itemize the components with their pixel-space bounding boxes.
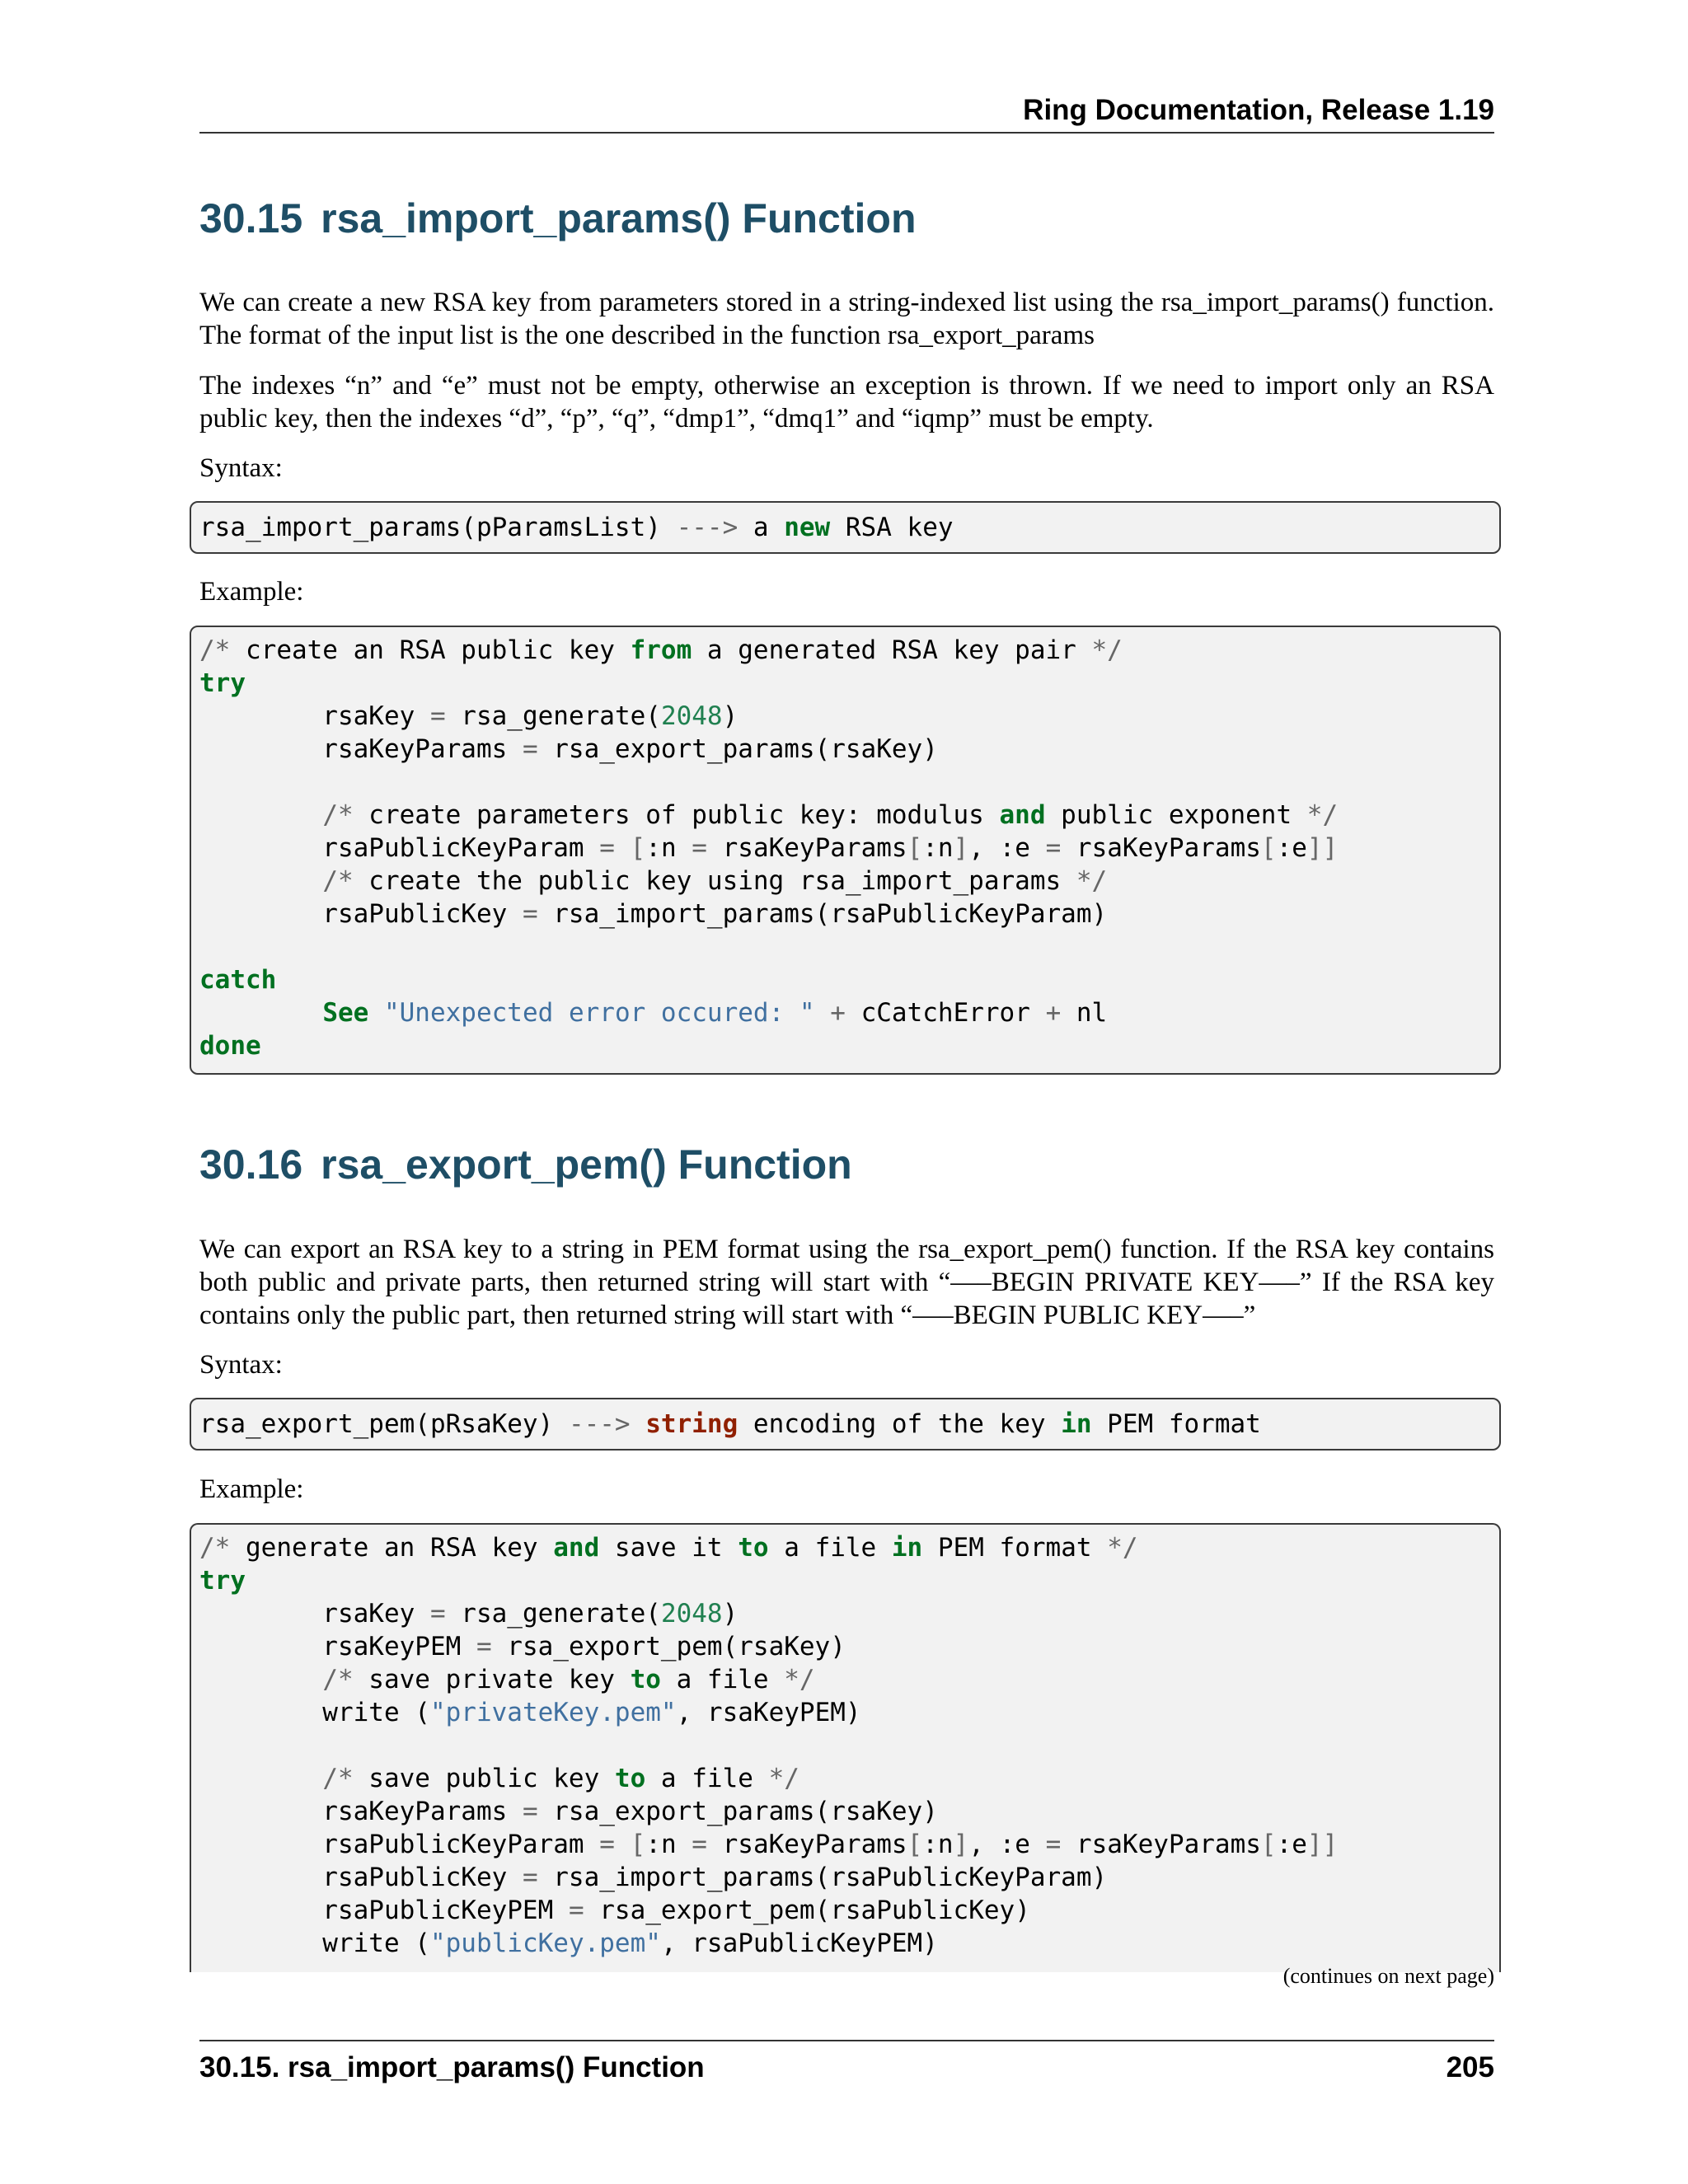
syntax-label: Syntax: xyxy=(199,453,283,483)
code-line: write ("privateKey.pem", rsaKeyPEM) xyxy=(199,1698,861,1727)
code-line: rsaPublicKeyParam = [:n = rsaKeyParams[:n], :e = rsaKeyParams[:e]] xyxy=(199,833,1339,863)
code-line: try xyxy=(199,1566,246,1596)
section-number: 30.16 xyxy=(199,1141,303,1188)
code-line: rsaPublicKey = rsa_import_params(rsaPublicKeyParam) xyxy=(199,1863,1108,1892)
section-heading-30-15 xyxy=(199,194,917,243)
code-line: rsaKey = rsa_generate(2048) xyxy=(199,1599,738,1629)
code-line: /* create an RSA public key from a generated RSA key pair */ xyxy=(199,635,1123,665)
code-line: try xyxy=(199,668,246,698)
code-line: rsa_import_params(pParamsList) ---> a new RSA key xyxy=(199,513,954,542)
code-line: /* create parameters of public key: modulus and public exponent */ xyxy=(322,800,1339,830)
footer-section-title: 30.15. rsa_import_params() Function xyxy=(199,2051,705,2083)
section-heading-30-16 xyxy=(199,1140,852,1189)
syntax-code-block xyxy=(190,1398,1501,1451)
running-header: Ring Documentation, Release 1.19 xyxy=(199,92,1494,134)
code-line: rsaKey = rsa_generate(2048) xyxy=(199,701,738,731)
code-line: /* save private key to a file */ xyxy=(322,1665,815,1694)
code-line: See "Unexpected error occured: " + cCatchError + nl xyxy=(322,998,1108,1028)
code-line: write ("publicKey.pem", rsaPublicKeyPEM) xyxy=(199,1929,938,1958)
code-line: catch xyxy=(199,965,277,995)
code-line xyxy=(199,1729,1499,1762)
code-line: /* create the public key using rsa_import_params */ xyxy=(322,866,1108,896)
example-code-block xyxy=(190,626,1501,1075)
code-line: /* save public key to a file */ xyxy=(322,1764,799,1793)
continues-note: (continues on next page) xyxy=(1282,1964,1494,1988)
syntax-code-block xyxy=(190,501,1501,554)
code-line: done xyxy=(199,1031,261,1061)
code-line: rsa_export_pem(pRsaKey) ---> string encoding of the key in PEM format xyxy=(199,1409,1261,1439)
code-line: /* generate an RSA key and save it to a file in PEM format */ xyxy=(199,1533,1138,1563)
code-line: rsaKeyParams = rsa_export_params(rsaKey) xyxy=(199,734,938,764)
example-code-block xyxy=(190,1523,1501,1972)
section-title: rsa_export_pem() Function xyxy=(321,1141,852,1188)
paragraph-indexes: The indexes “n” and “e” must not be empty, otherwise an exception is thrown. If we need to import only an RSA public key, then the indexes “d”, “p”, “q”, “dmp1”, “dmq1” and “iqmp” must be empty. xyxy=(199,371,1494,434)
section-number: 30.15 xyxy=(199,195,303,241)
section-title: rsa_import_params() Function xyxy=(321,195,917,241)
code-line xyxy=(199,930,1499,963)
code-line: rsaPublicKey = rsa_import_params(rsaPublicKeyParam) xyxy=(199,899,1108,929)
syntax-label: Syntax: xyxy=(199,1350,283,1380)
paragraph-intro: We can create a new RSA key from parameters stored in a string-indexed list using the rsa_import_params() function. The format of the input list is the one described in the function rsa_export_params xyxy=(199,288,1494,350)
code-line xyxy=(199,766,1499,799)
code-line: rsaKeyPEM = rsa_export_pem(rsaKey) xyxy=(199,1632,846,1661)
example-label: Example: xyxy=(199,577,304,607)
code-line: rsaKeyParams = rsa_export_params(rsaKey) xyxy=(199,1797,938,1826)
code-line: rsaPublicKeyParam = [:n = rsaKeyParams[:n], :e = rsaKeyParams[:e]] xyxy=(199,1830,1339,1859)
example-label: Example: xyxy=(199,1474,304,1504)
paragraph-export-pem: We can export an RSA key to a string in PEM format using the rsa_export_pem() function. If the RSA key contains both public and private parts, then returned string will start with “—–BEGIN PRIVATE KEY—–” If the RSA key contains only the public part, then returned string will start with “—–BEGIN PUBLIC KEY—–” xyxy=(199,1235,1494,1330)
running-footer xyxy=(199,2040,1494,2089)
page-number: 205 xyxy=(1446,2051,1494,2083)
code-line: rsaPublicKeyPEM = rsa_export_pem(rsaPublicKey) xyxy=(199,1896,1030,1925)
